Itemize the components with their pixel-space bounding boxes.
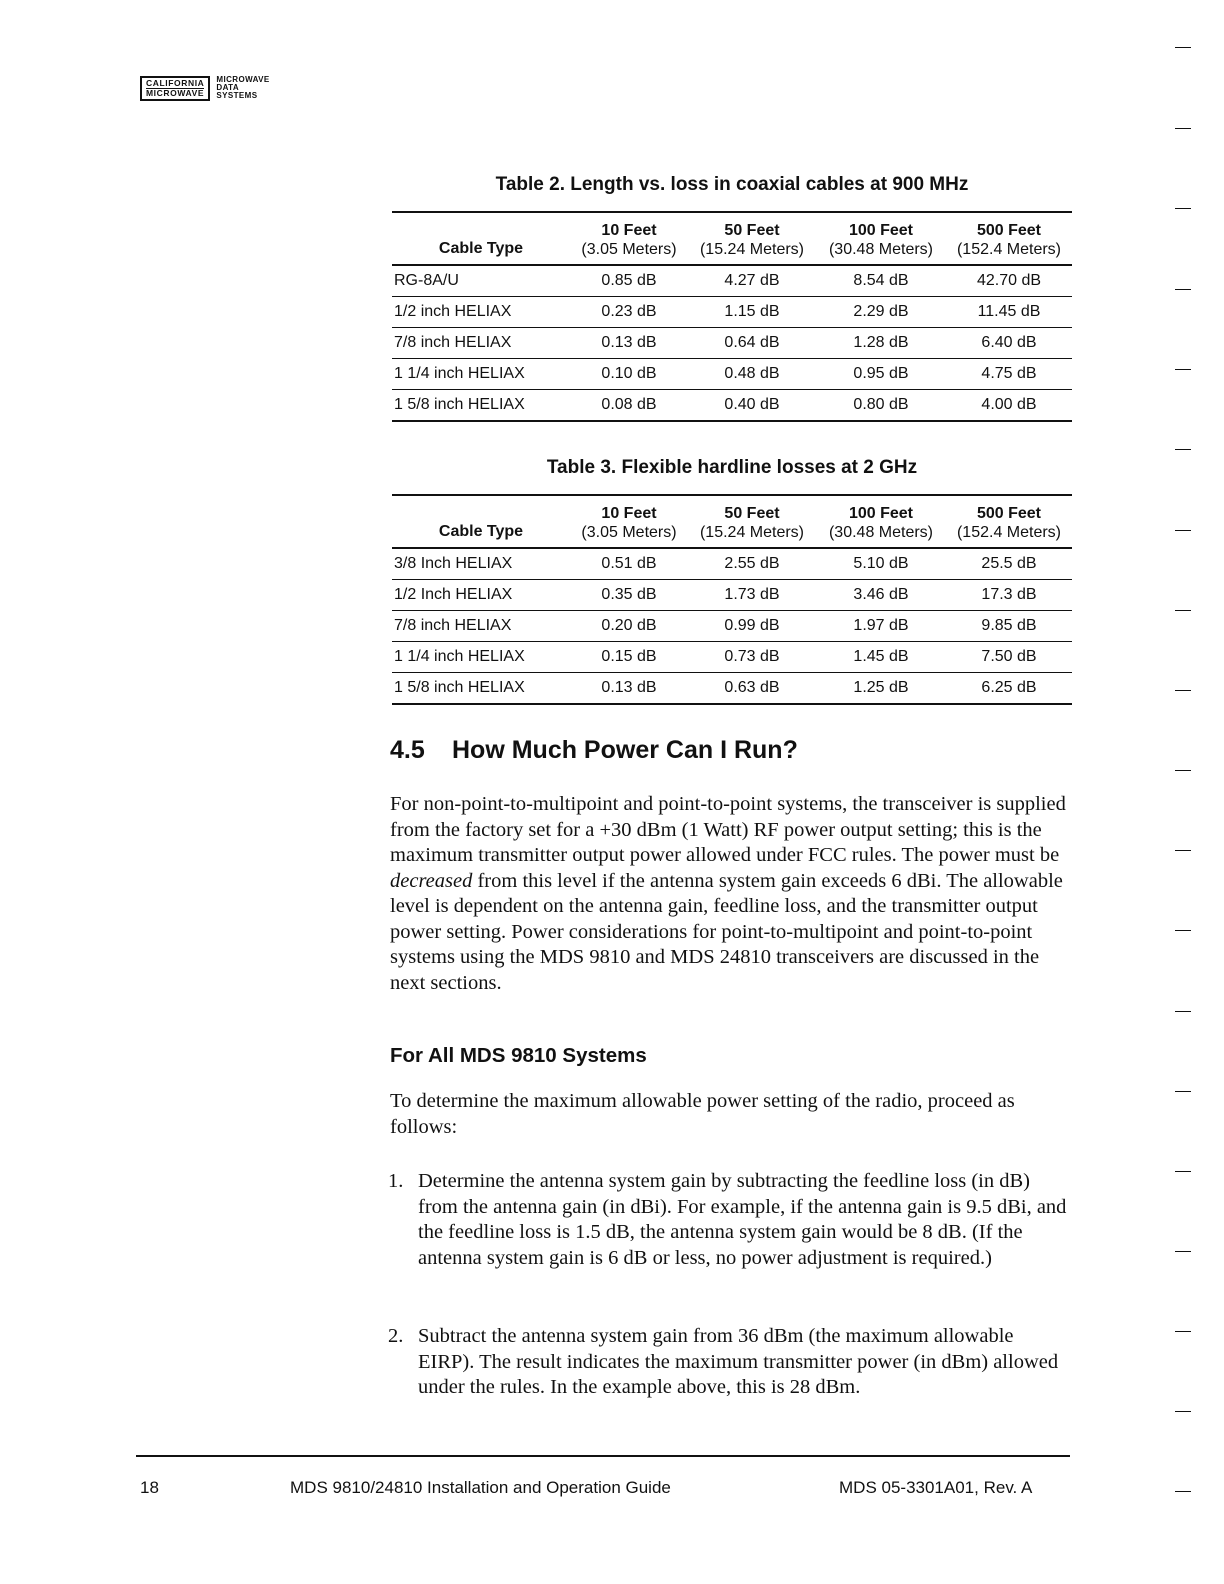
table3-body — [392, 548, 1072, 704]
cable-type-cell: 7/8 inch HELIAX — [392, 611, 570, 642]
loss-cell: 6.25 dB — [946, 673, 1072, 705]
col-meters: (30.48 Meters) — [828, 524, 934, 541]
table3 — [392, 494, 1072, 705]
margin-mark — [1175, 930, 1191, 931]
step-1 — [388, 1169, 1068, 1271]
col-feet: 100 Feet — [848, 505, 914, 522]
col-meters: (15.24 Meters) — [699, 241, 805, 258]
margin-mark — [1175, 449, 1191, 450]
company-logo — [140, 76, 270, 101]
loss-cell: 0.08 dB — [570, 390, 688, 422]
document-number: MDS 05-3301A01, Rev. A — [839, 1478, 1033, 1497]
table-row — [392, 580, 1072, 611]
table3-col-cable-type: Cable Type — [438, 523, 524, 540]
cable-type-cell: 1 5/8 inch HELIAX — [392, 390, 570, 422]
logo-side-line2: DATA — [216, 83, 240, 92]
loss-cell: 1.28 dB — [816, 328, 946, 359]
cable-type-cell: 1 1/4 inch HELIAX — [392, 642, 570, 673]
col-meters: (152.4 Meters) — [956, 524, 1062, 541]
paragraph-text-end: from this level if the antenna system gain exceeds 6 dBi. The allowable level is dependent on the antenna gain, feedline loss, and the transmitter output power setting. Power considerations for point-to-multipoint and point-to-point systems using the MDS 9810 and MDS 24810 transceivers are discussed in the next sections. — [390, 869, 1063, 994]
table2-header-row — [392, 212, 1072, 265]
col-meters: (15.24 Meters) — [699, 524, 805, 541]
emphasis-decreased: decreased — [390, 869, 473, 892]
loss-cell: 7.50 dB — [946, 642, 1072, 673]
col-feet: 100 Feet — [848, 222, 914, 239]
loss-cell: 42.70 dB — [946, 265, 1072, 297]
loss-cell: 8.54 dB — [816, 265, 946, 297]
margin-mark — [1175, 1251, 1191, 1252]
logo-box-line1: CALIFORNIA — [146, 78, 205, 88]
footer-rule — [136, 1455, 1070, 1457]
loss-cell: 4.00 dB — [946, 390, 1072, 422]
col-meters: (30.48 Meters) — [828, 241, 934, 258]
margin-mark — [1175, 690, 1191, 691]
table2-col-50ft — [688, 212, 816, 265]
loss-cell: 0.80 dB — [816, 390, 946, 422]
loss-cell: 0.23 dB — [570, 297, 688, 328]
logo-box-line2: MICROWAVE — [146, 88, 205, 98]
col-meters: (152.4 Meters) — [956, 241, 1062, 258]
loss-cell: 3.46 dB — [816, 580, 946, 611]
guide-title: MDS 9810/24810 Installation and Operation Guide — [290, 1478, 671, 1497]
cable-type-cell: 1/2 inch HELIAX — [392, 297, 570, 328]
cable-type-cell: 3/8 Inch HELIAX — [392, 548, 570, 580]
margin-mark — [1175, 1331, 1191, 1332]
cable-type-cell: 7/8 inch HELIAX — [392, 328, 570, 359]
loss-cell: 4.27 dB — [688, 265, 816, 297]
section-number: 4.5 — [390, 736, 425, 764]
loss-cell: 11.45 dB — [946, 297, 1072, 328]
margin-mark — [1175, 850, 1191, 851]
col-feet: 10 Feet — [601, 505, 657, 522]
cable-type-cell: 1 5/8 inch HELIAX — [392, 673, 570, 705]
step-number: 2. — [388, 1325, 404, 1347]
loss-cell: 0.85 dB — [570, 265, 688, 297]
margin-mark — [1175, 208, 1191, 209]
section-paragraph — [390, 792, 1070, 996]
table3-title: Table 3. Flexible hardline losses at 2 GHz — [546, 457, 918, 478]
loss-cell: 0.20 dB — [570, 611, 688, 642]
loss-cell: 0.63 dB — [688, 673, 816, 705]
loss-cell: 6.40 dB — [946, 328, 1072, 359]
cable-type-cell: 1/2 Inch HELIAX — [392, 580, 570, 611]
margin-mark — [1175, 1171, 1191, 1172]
loss-cell: 2.55 dB — [688, 548, 816, 580]
loss-cell: 0.51 dB — [570, 548, 688, 580]
col-meters: (3.05 Meters) — [581, 241, 677, 258]
table-row — [392, 297, 1072, 328]
table2-col-100ft — [816, 212, 946, 265]
loss-cell: 17.3 dB — [946, 580, 1072, 611]
cable-type-cell: RG-8A/U — [392, 265, 570, 297]
loss-cell: 0.15 dB — [570, 642, 688, 673]
margin-mark — [1175, 530, 1191, 531]
margin-mark — [1175, 1411, 1191, 1412]
col-feet: 10 Feet — [601, 222, 657, 239]
loss-cell: 1.97 dB — [816, 611, 946, 642]
subsection-heading: For All MDS 9810 Systems — [390, 1044, 647, 1067]
table-row — [392, 359, 1072, 390]
table2 — [392, 211, 1072, 422]
loss-cell: 0.73 dB — [688, 642, 816, 673]
margin-mark — [1175, 1491, 1191, 1492]
loss-cell: 0.40 dB — [688, 390, 816, 422]
col-feet: 50 Feet — [724, 222, 780, 239]
table-row — [392, 642, 1072, 673]
loss-cell: 0.99 dB — [688, 611, 816, 642]
margin-mark — [1175, 610, 1191, 611]
col-feet: 50 Feet — [724, 505, 780, 522]
paragraph-text-start: For non-point-to-multipoint and point-to-point systems, the transceiver is supplied from the factory set for a +30 dBm (1 Watt) RF power output setting; this is the maximum transmitter output power allowed under FCC rules. The power must be — [390, 793, 1066, 866]
table-row — [392, 265, 1072, 297]
margin-mark — [1175, 128, 1191, 129]
table-row — [392, 548, 1072, 580]
margin-mark — [1175, 770, 1191, 771]
logo-side-text — [216, 76, 269, 100]
loss-cell: 0.13 dB — [570, 328, 688, 359]
loss-cell: 25.5 dB — [946, 548, 1072, 580]
table3-header-row — [392, 495, 1072, 548]
section-heading — [390, 736, 798, 765]
table2-title: Table 2. Length vs. loss in coaxial cables at 900 MHz — [495, 174, 969, 195]
loss-cell: 0.48 dB — [688, 359, 816, 390]
loss-cell: 0.10 dB — [570, 359, 688, 390]
loss-cell: 9.85 dB — [946, 611, 1072, 642]
margin-mark — [1175, 1091, 1191, 1092]
col-feet: 500 Feet — [976, 222, 1042, 239]
table2-col-10ft — [570, 212, 688, 265]
table-row — [392, 611, 1072, 642]
table2-body — [392, 265, 1072, 421]
loss-cell: 1.73 dB — [688, 580, 816, 611]
table-row — [392, 390, 1072, 422]
step-2 — [388, 1324, 1068, 1401]
loss-cell: 2.29 dB — [816, 297, 946, 328]
col-feet: 500 Feet — [976, 505, 1042, 522]
logo-side-line3: SYSTEMS — [216, 91, 258, 100]
logo-box — [140, 76, 210, 101]
margin-mark — [1175, 369, 1191, 370]
loss-cell: 1.45 dB — [816, 642, 946, 673]
loss-cell: 5.10 dB — [816, 548, 946, 580]
logo-side-line1: MICROWAVE — [216, 75, 270, 84]
subsection-intro: To determine the maximum allowable power setting of the radio, proceed as follows: — [390, 1090, 1015, 1138]
table-row — [392, 673, 1072, 705]
table-row — [392, 328, 1072, 359]
col-meters: (3.05 Meters) — [581, 524, 677, 541]
table3-col-500ft — [946, 495, 1072, 548]
loss-cell: 1.25 dB — [816, 673, 946, 705]
page-number: 18 — [140, 1478, 159, 1497]
margin-mark — [1175, 47, 1191, 48]
margin-mark — [1175, 1011, 1191, 1012]
loss-cell: 0.35 dB — [570, 580, 688, 611]
table2-col-cable-type: Cable Type — [438, 240, 524, 257]
step-number: 1. — [388, 1170, 404, 1192]
table3-col-50ft — [688, 495, 816, 548]
step-text: Subtract the antenna system gain from 36 dBm (the maximum allowable EIRP). The result indicates the maximum transmitter power (in dBm) allowed under the rules. In the example above, this is 28 dBm. — [418, 1325, 1059, 1398]
step-text: Determine the antenna system gain by subtracting the feedline loss (in dB) from the antenna gain (in dBi). For example, if the antenna gain is 9.5 dBi, and the feedline loss is 1.5 dB, the antenna system gain would be 8 dB. (If the antenna system gain is 6 dB or less, no power adjustment is required.) — [418, 1170, 1067, 1269]
table2-col-500ft — [946, 212, 1072, 265]
loss-cell: 0.13 dB — [570, 673, 688, 705]
margin-mark — [1175, 289, 1191, 290]
table3-col-100ft — [816, 495, 946, 548]
table3-col-10ft — [570, 495, 688, 548]
cable-type-cell: 1 1/4 inch HELIAX — [392, 359, 570, 390]
section-title: How Much Power Can I Run? — [452, 736, 798, 764]
loss-cell: 0.95 dB — [816, 359, 946, 390]
loss-cell: 1.15 dB — [688, 297, 816, 328]
loss-cell: 4.75 dB — [946, 359, 1072, 390]
loss-cell: 0.64 dB — [688, 328, 816, 359]
